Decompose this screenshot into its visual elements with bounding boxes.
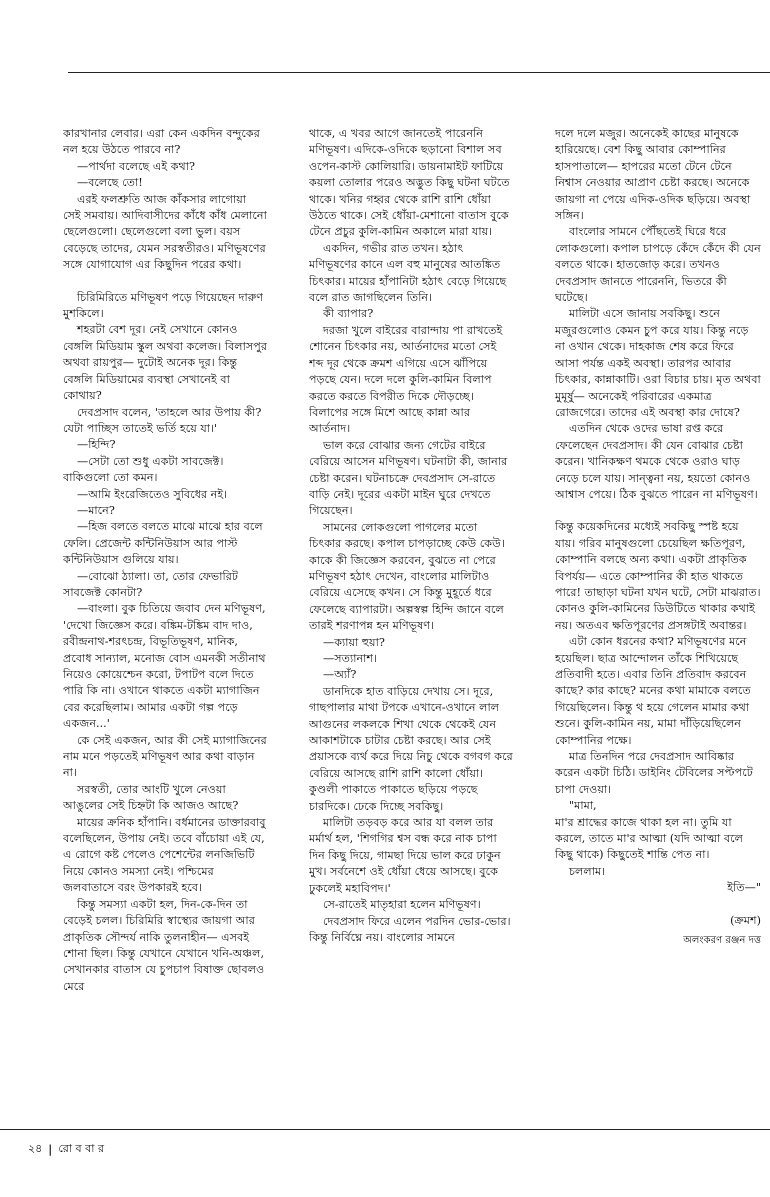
paragraph: চিরিমিরিতে মণিভূষণ পড়ে গিয়েছেন দারুণ মুশকিলে। [63, 290, 264, 321]
paragraph: —সেটা তো শুধু একটা সাবজেক্ট। বাকিগুলো তো কমন। [63, 454, 224, 485]
paragraph: কে সেই একজন, আর কী সেই ম্যাগাজিনের নাম মনে পড়তেই মণিভূষণ আর কথা বাড়ান না। [63, 733, 267, 780]
paragraph: মায়ের ক্রনিক হাঁপানি। বর্ধমানের ডাক্তারবাবু বলেছিলেন, উপায় নেই। তবে বাঁচোয়া এই যে, এ রোগে কষ্ট পেলেও পেশেন্টের লনজিভিটি নিয়ে কোনও সমস্যা নেই। পশ্চিমের জলবাতাসে বরং উপকারই হবে। [63, 815, 266, 895]
paragraph: এতদিন থেকে ওদের ভাষা রপ্ত করে ফেলেছেন দেবপ্রসাদ। কী যেন বোঝার চেষ্টা করেন। খানিকক্ষণ থমকে থেকে ওরাও ঘাড় নেড়ে চলে যায়। সান্ত্বনা নয়, হয়তো কোনও আশ্বাস পেয়ে। ঠিক বুঝতে পারেন না মণিভূষণ। [555, 422, 758, 501]
paragraph: সরস্বতী, তোর আংটি খুলে নেওয়া আঙুলের সেই চিহ্নটা কি আজও আছে? [63, 782, 239, 813]
paragraph: —আমি ইংরেজিতেও সুবিধের নই। [77, 487, 228, 501]
magazine-name: রো ব বা র [58, 1142, 104, 1155]
paragraph: দেবপ্রসাদ ফিরে এলেন পরদিন ভোর-ভোর। কিন্তু নির্বিঘ্নে নয়। বাংলোর সামনে [309, 914, 511, 944]
paragraph: —ক্যায়া হুয়া? [323, 635, 385, 649]
paragraph: মা'র শ্রাদ্ধের কাজে থাকা হল না। তুমি যা করলে, তাতে মা'র আত্মা (যদি আত্মা বলে কিছু থাকে) কিছুতেই শান্তি পেত না। [555, 815, 744, 862]
paragraph: ভাল করে বোঝার জন্য গেটের বাইরে বেরিয়ে আসেন মণিভূষণ। ঘটনাটা কী, জানার চেষ্টা করেন। ঘটনাচক্রে দেবপ্রসাদ সে-রাতে বাড়ি নেই। দূরের একটা মাইন ঘুরে দেখতে গিয়েছেন। [309, 438, 508, 518]
text-column-1 [63, 126, 267, 1116]
paragraph: —বাংলা। বুক চিতিয়ে জবাব দেন মণিভূষণ, 'দেখো জিজ্ঞেস করে। বঙ্কিম-টঙ্কিম বাদ দাও, রবীন্দ্রনাথ-শরৎচন্দ্র, বিভূতিভূষণ, মানিক, প্রবোধ সান্যাল, মনোজ বোস এমনকী সতীনাথ নিয়েও কোয়েশ্চেন করো, টপাটপ বলে দিতে পারি কি না। ওখানে থাকতে একটা ম্যাগাজিন বের করেছিলাম। আমার একটা গল্প পড়ে একজন...' [63, 602, 266, 731]
paragraph: কিন্তু কয়েকদিনের মধ্যেই সবকিছু স্পষ্ট হয়ে যায়। গরিব মানুষগুলো চেয়েছিল ক্ষতিপূরণ, কোম্পানি বলছে অন্য কথা। একটা প্রাকৃতিক বিপর্যয়— এতে কোম্পানির কী হাত থাকতে পারে! তাছাড়া ঘটনা যখন ঘটে, সেটা মাঝরাত। কোনও কুলি-কামিনের ডিউটিতে থাকার কথাই নয়। অতএব ক্ষতিপূরণের প্রসঙ্গটাই অবান্তর। [555, 520, 761, 632]
paragraph: শহরটা বেশ দূর। নেই সেখানে কোনও বেঙ্গলি মিডিয়াম স্কুল অথবা কলেজ। বিলাসপুর অথবা রায়পুর— দুটোই অনেক দূর। কিন্তু বেঙ্গলি মিডিয়ামের ব্যবস্থা সেখানেই বা কোথায়? [63, 323, 267, 403]
page-footer [28, 1140, 104, 1159]
paragraph: দেবপ্রসাদ বলেন, 'তাহলে আর উপায় কী? যেটা পাচ্ছিস তাতেই ভর্তি হয়ে যা।' [63, 405, 262, 435]
paragraph: মালিটা তড়বড় করে আর যা বলল তার মর্মার্থ হল, 'শিগগির শ্বস বন্ধ করে নাক চাপা দিন কিছু দিয়ে, গামছা দিয়ে ভাল করে ঢাকুন মুখ। সর্বনেশে ওই ধোঁয়া ধেয়ে আসছে। বুকে ঢুকলেই মহাবিপদ।' [309, 816, 501, 895]
footer-separator: | [48, 1143, 53, 1156]
paragraph: কারখানার লেবার। এরা কেন একদিন বন্দুকের নল হয়ে উঠতে পারবে না? [63, 127, 260, 157]
text-column-2 [309, 126, 513, 1116]
paragraph: একদিন, গভীর রাত তখন। হঠাৎ মণিভূষণের কানে এল বহু মানুষের আতঙ্কিত চিৎকার। মায়ের হাঁপানিটা হঠাৎ বেড়ে গিয়েছে বলে রাত জাগছিলেন তিনি। [309, 241, 507, 305]
paragraph: —হিজ বলতে বলতে মাঝে মাঝে হার বলে ফেলি। প্রেজেন্ট কন্টিনিউয়াস আর পাস্ট কন্টিনিউয়াস গুলিয়ে যায়। [63, 520, 263, 567]
paragraph: দলে দলে মজুর। অনেকেই কাছের মানুষকে হারিয়েছে। বেশ কিছু আবার কোম্পানির হাসপাতালে— হাপরের মতো টেনে টেনে নিশ্বাস নেওয়ার আপ্রাণ চেষ্টা করছে। অনেকে জায়গা না পেয়ে এদিক-ওদিক ছড়িয়ে। অবস্থা সঙ্গিন। [555, 127, 751, 223]
paragraph: চললাম। [569, 864, 606, 878]
paragraph: —হিন্দি? [77, 438, 116, 452]
paragraph: এটা কোন ধরনের কথা? মণিভূষণের মনে হয়েছিল। ছাত্র আন্দোলন তাঁকে শিখিয়েছে প্রতিবাদী হতে। এবার তিনি প্রতিবাদ করবেন কাছে? কার কাছে? মনের কথা মামাকে বলতে গিয়েছিলেন। কিন্তু থ হয়ে গেলেন মামার কথা শুনে। কুলি-কামিন নয়, মামা দাঁড়িয়েছিলেন কোম্পানির পক্ষে। [555, 635, 751, 747]
paragraph: —বলেছে তো! [77, 176, 143, 190]
paragraph: কী ব্যাপার? [323, 307, 374, 321]
top-rule [68, 72, 770, 73]
paragraph: থাকে, এ খবর আগে জানতেই পারেননি মণিভূষণ। এদিকে-ওদিকে ছড়ানো বিশাল সব ওপেন-কাস্ট কোলিয়ারি। ডায়নামাইট ফাটিয়ে কয়লা তোলার পরেও অদ্ভুত কিছু ঘটনা ঘটতে থাকে। খনির গহ্বর থেকে রাশি রাশি ধোঁয়া উঠতে থাকে। সেই ধোঁয়া-মেশানো বাতাস বুকে টেনে প্রচুর কুলি-কামিন অকালে মারা যায়। [309, 127, 510, 239]
paragraph: অলংকরণ রঞ্জন দত্ত [683, 935, 761, 947]
paragraph: —সত্যানাশ। [323, 652, 378, 665]
paragraph: ডানদিকে হাত বাড়িয়ে দেখায় সে। দূরে, গাছপালার মাথা টপকে এখানে-ওখানে লাল আগুনের লকলকে শিখা থেকে থেকেই যেন আকাশটাকে চাটার চেষ্টা করছে। আর সেই প্রয়াসকে ব্যর্থ করে দিয়ে নিচু থেকে বগবগ করে বেরিয়ে আসছে রাশি রাশি কালো ধোঁয়া। কুণ্ডলী পাকাতে পাকাতে ছড়িয়ে পড়ছে চারদিকে। ঢেকে দিচ্ছে সবকিছু। [309, 684, 513, 813]
text-column-3 [555, 126, 761, 1116]
paragraph: "মামা, [569, 799, 597, 813]
paragraph: —অ্যাঁ? [323, 668, 357, 682]
paragraph: কিন্তু সমস্যা একটা হল, দিন-কে-দিন তা বেড়েই চলল। চিরিমিরি স্বাস্থ্যের জায়গা আর প্রাকৃতিক সৌন্দর্য নাকি তুলনাহীন— এসবই শোনা ছিল। কিন্তু যেখানে যেখানে খনি-অঞ্চল, সেখানকার বাতাস যে চুপচাপ বিষাক্ত ছোবলও মেরে [63, 897, 265, 993]
paragraph: এরই ফলশ্রুতি আজ কাঁকসার লাগোয়া সেই সমবায়। আদিবাসীদের কাঁধে কাঁধ মেলানো ছেলেগুলো। ছেলেগুলো বলা ভুল। বয়স বেড়েছে তাদের, যেমন সরস্বতীরও। মণিভূষণের সঙ্গে যোগাযোগ এর কিছুদিন পরের কথা। [63, 192, 267, 272]
page-number: ২৪ [28, 1142, 43, 1155]
paragraph: (ক্রমশ) [730, 913, 761, 927]
article-body [63, 126, 763, 1116]
paragraph: ইতি—" [727, 881, 761, 895]
paragraph: —পার্থদা বলেছে এই কথা? [77, 159, 196, 173]
paragraph: দরজা খুলে বাইরের বারান্দায় পা রাখতেই শোনেন চিৎকার নয়, আর্তনাদের মতো সেই শব্দ দূর থেকে ক্রমশ এগিয়ে এসে ঝাঁপিয়ে পড়ছে যেন। দলে দলে কুলি-কামিন বিলাপ করতে করতে বিপরীত দিকে দৌড়চ্ছে। বিলাপের সঙ্গে মিশে আছে কান্না আর আর্তনাদ। [309, 323, 503, 436]
paragraph: মালিটা এসে জানায় সবকিছু। শুনে মজুরগুলোও কেমন চুপ করে যায়। কিন্তু নড়ে না ওখান থেকে। দাহকাজ শেষ করে ফিরে আসা পর্যন্ত একই অবস্থা। তারপর আবার চিৎকার, কান্নাকাটি। ওরা বিচার চায়। মৃত অথবা মুমূর্ষু— অনেকেই পরিবারের একমাত্র রোজগেরে। তাদের এই অবস্থা কার দোষে? [555, 307, 761, 419]
paragraph: মাত্র তিনদিন পরে দেবপ্রসাদ আবিষ্কার করেন একটা চিঠি। ডাইনিং টেবিলের সপ্টপটে চাপা দেওয়া। [555, 750, 753, 796]
paragraph: —বোঝো ঠ্যালা। তা, তোর ফেভারিট সাবজেক্ট কোনটা? [63, 569, 238, 599]
paragraph: সামনের লোকগুলো পাগলের মতো চিৎকার করছে। কপাল চাপড়াচ্ছে কেউ কেউ। কাকে কী জিজ্ঞেস করবেন, বুঝতে না পেরে মণিভূষণ হঠাৎ দেখেন, বাংলোর মালিটাও বেরিয়ে এসেছে কখন। সে কিন্তু মুহূর্তে ধরে ফেলেছে ব্যাপারটা। অল্পস্বল্প হিন্দি জানে বলে তারই শরণাপন্ন হন মণিভূষণ। [309, 520, 505, 633]
paragraph: সে-রাতেই মাতৃহারা হলেন মণিভূষণ। [323, 898, 481, 912]
bottom-rule [0, 1129, 770, 1130]
paragraph: বাংলোর সামনে পৌঁছতেই ঘিরে ধরে লোকগুলো। কপাল চাপড়ে কেঁদে কেঁদে কী যেন বলতে থাকে। হাতজোড় করে। তখনও দেবপ্রসাদ জানতে পারেননি, ভিতরে কী ঘটেছে। [555, 225, 761, 305]
paragraph: —মানে? [77, 503, 115, 517]
